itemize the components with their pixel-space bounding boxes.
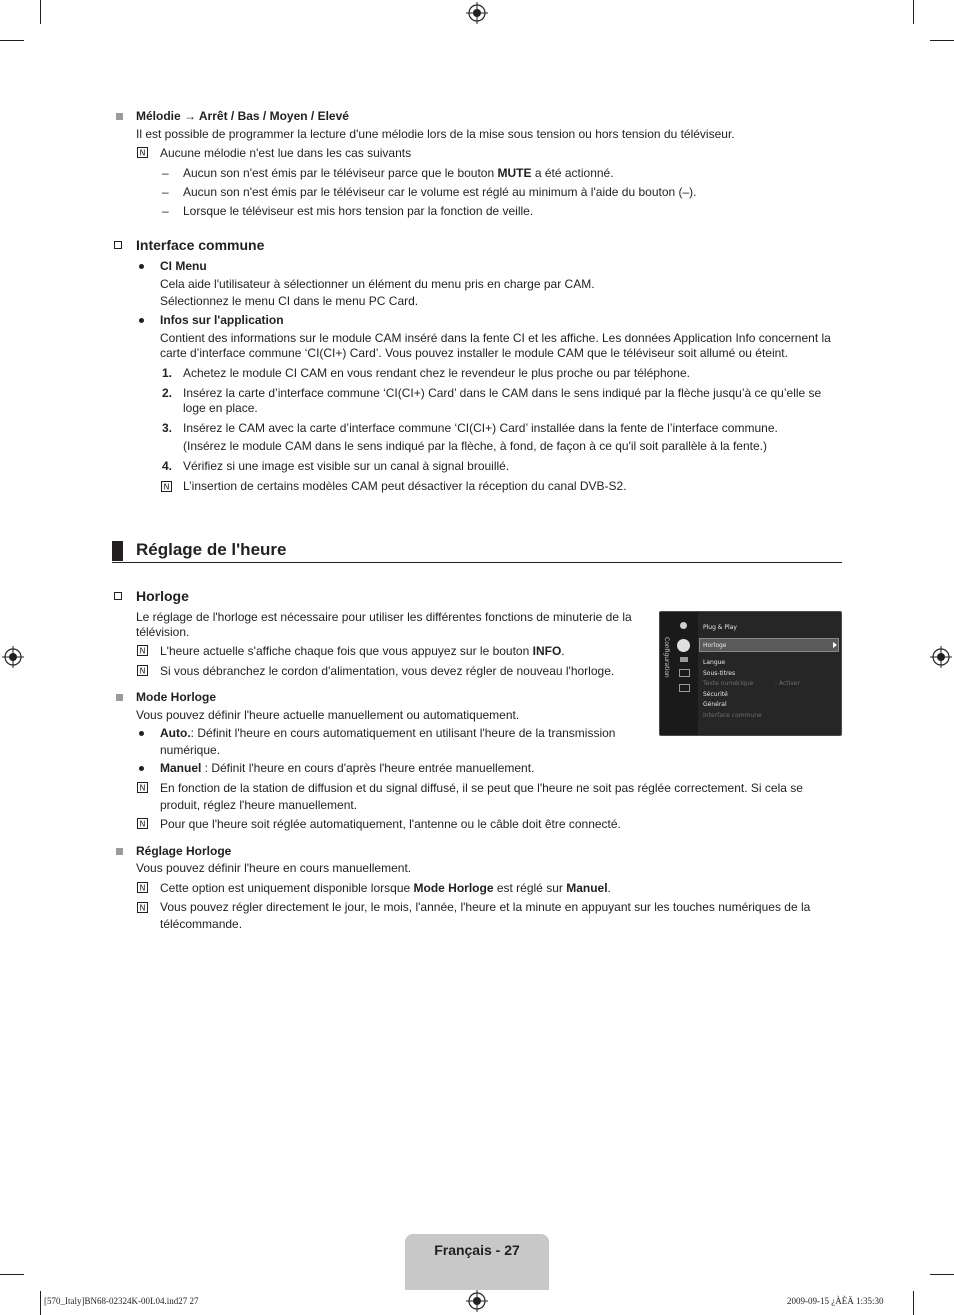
note-text: Pour que l'heure soit réglée automatiquement, l'antenne ou le câble doit être connecté.: [160, 817, 621, 831]
crop-mark: [0, 40, 24, 41]
menu-item-horloge[interactable]: Horloge: [703, 642, 727, 649]
step-text: (Insérez le module CAM dans le sens indiqué par la flèche, à fond, de façon à ce qu'il soit parallèle à la fente.): [183, 439, 767, 453]
note-text: Vous pouvez régler directement le jour, le mois, l'année, l'heure et la minute en appuyant sur les touches numériques de la: [160, 900, 811, 914]
crop-mark: [913, 1291, 914, 1315]
note-text: Aucune mélodie n'est lue dans les cas suivants: [160, 146, 412, 160]
registration-mark-icon: [466, 1290, 488, 1312]
note-text: En fonction de la station de diffusion et du signal diffusé, il se peut que l'heure ne soit pas réglée correctement. Si cela se: [160, 781, 803, 795]
infos-desc: carte d’interface commune ‘CI(CI+) Card’. Vous pouvez installer le module CAM que le téléviseur soit allumé ou éteint.: [160, 346, 788, 360]
menu-item[interactable]: Langue: [703, 659, 726, 666]
dash-item: Aucun son n'est émis par le téléviseur car le volume est réglé au minimum à l'aide du bouton (–).: [183, 185, 697, 199]
picture-icon: [680, 622, 687, 629]
crop-mark: [930, 1274, 954, 1275]
svg-text:N: N: [139, 148, 146, 158]
melodie-title: Mélodie → Arrêt / Bas / Moyen / Elevé: [136, 109, 349, 123]
round-bullet-icon: [139, 318, 144, 323]
note-text: L’insertion de certains modèles CAM peut désactiver la réception du canal DVB-S2.: [183, 479, 627, 493]
dash-item: Lorsque le téléviseur est mis hors tension par la fonction de veille.: [183, 204, 534, 218]
section-heading: Interface commune: [136, 237, 265, 253]
tv-menu-screenshot: [659, 611, 842, 736]
dash-item: Aucun son n'est émis par le téléviseur parce que le bouton MUTE a été actionné.: [183, 166, 614, 180]
registration-mark-icon: [930, 646, 952, 668]
page-number: Français - 27: [434, 1242, 520, 1258]
registration-mark-icon: [2, 646, 24, 668]
menu-item[interactable]: Texte numérique: [703, 680, 754, 687]
note-text: L'heure actuelle s'affiche chaque fois que vous appuyez sur le bouton INFO.: [160, 644, 565, 658]
svg-text:N: N: [139, 666, 146, 676]
round-bullet-icon: [139, 264, 144, 269]
setup-gear-icon: [677, 639, 690, 652]
step-text: Vérifiez si une image est visible sur un canal à signal brouillé.: [183, 459, 510, 473]
note-icon: [137, 818, 148, 829]
note-icon: [137, 782, 148, 793]
ci-menu-title: CI Menu: [160, 259, 207, 273]
step-text: Insérez le CAM avec la carte d’interface commune ‘CI(CI+) Card’ installée dans la fente de l’interface commune.: [183, 421, 778, 435]
mode-horloge-desc: Vous pouvez définir l'heure actuelle manuellement ou automatiquement.: [136, 708, 520, 722]
crop-mark: [930, 40, 954, 41]
ci-menu-desc: Sélectionnez le menu CI dans le menu PC Card.: [160, 294, 419, 308]
svg-text:N: N: [139, 903, 146, 913]
square-bullet-icon: [116, 848, 123, 855]
menu-side-label: Configuration: [663, 637, 670, 678]
note-text: produit, réglez l'heure manuellement.: [160, 798, 358, 812]
reglage-horloge-title: Réglage Horloge: [136, 844, 232, 858]
crop-mark: [40, 0, 41, 24]
step-number: 1.: [162, 366, 173, 380]
note-icon: [137, 882, 148, 893]
dash-bullet: –: [162, 185, 169, 199]
step-text: Achetez le module CI CAM en vous rendant chez le revendeur le plus proche ou par téléphone.: [183, 366, 690, 380]
step-text: Insérez la carte d’interface commune ‘CI(CI+) Card’ dans le CAM dans le sens indiqué par la flèche jusqu’à ce qu’elle se: [183, 386, 822, 400]
mode-horloge-title: Mode Horloge: [136, 690, 216, 704]
auto-option: Auto.: Définit l'heure en cours automatiquement en utilisant l'heure de la transmission: [160, 726, 616, 740]
section-heading: Horloge: [136, 588, 189, 604]
menu-item[interactable]: Général: [703, 701, 727, 708]
print-timestamp: 2009-09-15 ¿ÀÈÄ 1:35:30: [787, 1296, 884, 1306]
registration-mark-icon: [466, 2, 488, 24]
dash-bullet: –: [162, 166, 169, 180]
menu-item-value: : Activer: [775, 680, 800, 687]
divider: [112, 562, 842, 563]
square-bullet-icon: [116, 694, 123, 701]
note-text: Si vous débranchez le cordon d'alimentation, vous devez régler de nouveau l'horloge.: [160, 664, 615, 678]
note-icon: [161, 481, 172, 492]
ci-menu-desc: Cela aide l'utilisateur à sélectionner un élément du menu pris en charge par CAM.: [160, 277, 595, 291]
arrow-right-icon: [833, 642, 837, 648]
input-icon: [679, 669, 690, 677]
crop-mark: [913, 0, 914, 24]
note-icon: [137, 147, 148, 158]
menu-item[interactable]: Sous-titres: [703, 670, 736, 677]
menu-item[interactable]: Plug & Play: [703, 624, 737, 631]
round-bullet-icon: [139, 766, 144, 771]
note-text: Cette option est uniquement disponible lorsque Mode Horloge est réglé sur Manuel.: [160, 881, 611, 895]
checkbox-bullet-icon: [114, 592, 122, 600]
page-section-title: Réglage de l'heure: [136, 540, 287, 559]
infos-desc: Contient des informations sur le module CAM inséré dans la fente CI et les affiche. Les données Application Info concernent la: [160, 331, 831, 345]
note-icon: [137, 645, 148, 656]
crop-mark: [0, 1274, 24, 1275]
file-info: [570_Italy]BN68-02324K-00L04.ind27 27: [44, 1296, 199, 1306]
svg-text:N: N: [139, 819, 146, 829]
note-text: télécommande.: [160, 917, 243, 931]
horloge-desc: télévision.: [136, 625, 190, 639]
round-bullet-icon: [139, 731, 144, 736]
note-icon: [137, 902, 148, 913]
auto-option: numérique.: [160, 743, 221, 757]
svg-text:N: N: [139, 783, 146, 793]
svg-text:N: N: [139, 646, 146, 656]
sound-icon: [680, 657, 688, 662]
support-icon: [679, 684, 690, 692]
step-number: 3.: [162, 421, 173, 435]
crop-mark: [40, 1291, 41, 1315]
menu-item[interactable]: Sécurité: [703, 691, 728, 698]
menu-item[interactable]: Interface commune: [703, 712, 762, 719]
reglage-horloge-desc: Vous pouvez définir l'heure en cours manuellement.: [136, 861, 412, 875]
square-bullet-icon: [116, 113, 123, 120]
manuel-option: Manuel : Définit l'heure en cours d'après l'heure entrée manuellement.: [160, 761, 535, 775]
step-number: 2.: [162, 386, 173, 400]
horloge-desc: Le réglage de l'horloge est nécessaire pour utiliser les différentes fonctions de minuterie de la: [136, 610, 632, 624]
svg-text:N: N: [163, 482, 170, 492]
melodie-desc: Il est possible de programmer la lecture d'une mélodie lors de la mise sous tension ou hors tension du téléviseur.: [136, 127, 735, 141]
dash-bullet: –: [162, 204, 169, 218]
svg-text:N: N: [139, 883, 146, 893]
heading-bar: [112, 541, 123, 561]
step-number: 4.: [162, 459, 173, 473]
checkbox-bullet-icon: [114, 241, 122, 249]
step-text: loge en place.: [183, 401, 258, 415]
infos-title: Infos sur l'application: [160, 313, 284, 327]
note-icon: [137, 665, 148, 676]
